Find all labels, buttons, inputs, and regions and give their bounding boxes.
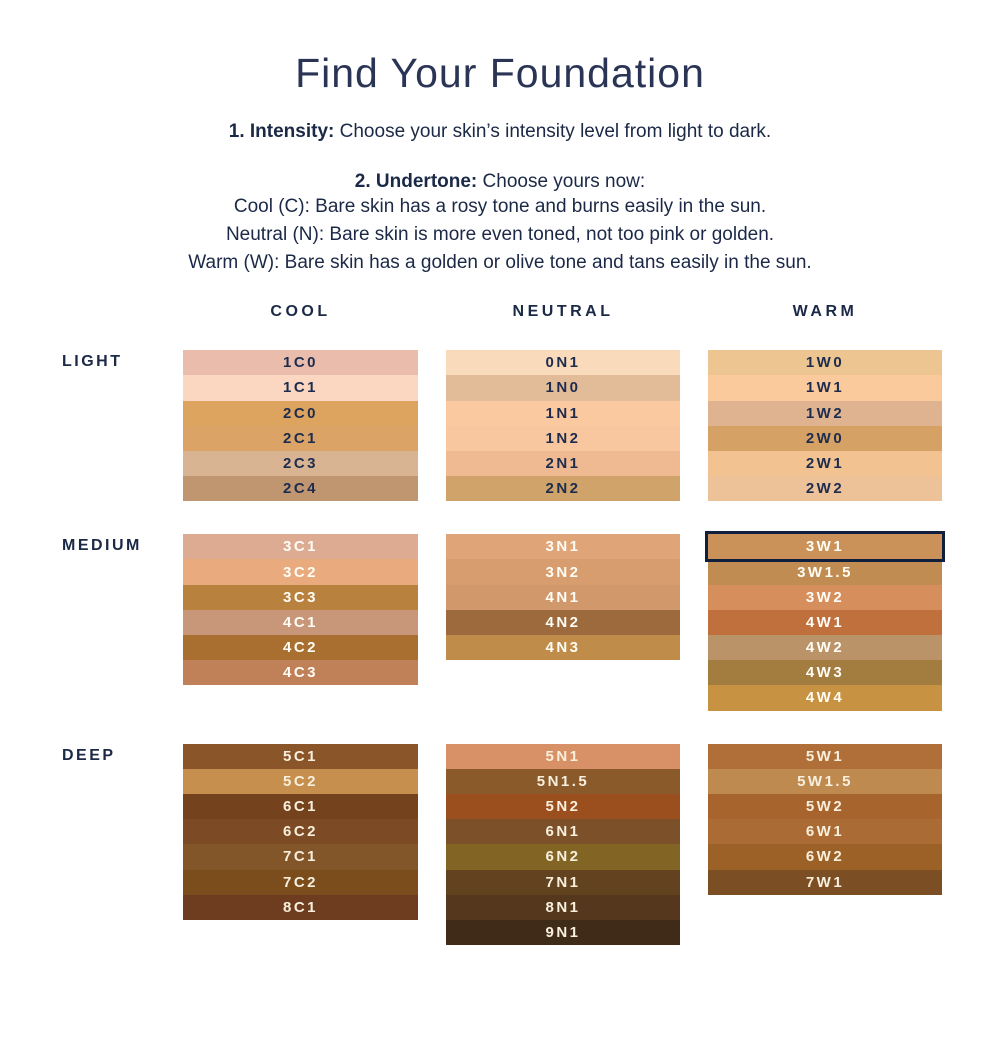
shade-swatch-2n2[interactable] xyxy=(446,476,680,501)
shade-code-label: 6N2 xyxy=(545,848,581,866)
shade-code-label: 3C3 xyxy=(282,588,319,606)
shade-code-label: 4N3 xyxy=(545,639,581,657)
shade-code-label: 3N2 xyxy=(545,563,581,581)
shade-code-label: 5N2 xyxy=(545,798,581,816)
shade-chart xyxy=(62,303,942,945)
shade-swatch-2n1[interactable] xyxy=(446,451,680,476)
shade-swatch-1n1[interactable] xyxy=(446,401,680,426)
step1-text: Choose your skin’s intensity level from light to dark. xyxy=(339,121,772,143)
shade-swatch-4w2[interactable] xyxy=(708,635,942,660)
shade-code-label: 2C3 xyxy=(282,454,319,472)
shade-code-label: 5W1.5 xyxy=(797,772,853,790)
shade-code-label: 7N1 xyxy=(545,873,581,891)
shade-code-label: 8N1 xyxy=(545,898,581,916)
shade-code-label: 7C1 xyxy=(282,848,319,866)
shade-sections xyxy=(62,350,942,945)
shade-swatch-1w1[interactable] xyxy=(708,375,942,400)
shade-swatch-3c1[interactable] xyxy=(183,534,418,559)
shade-code-label: 3C1 xyxy=(282,538,319,556)
deep-warm-column xyxy=(708,744,942,946)
shade-swatch-4n3[interactable] xyxy=(446,635,680,660)
shade-swatch-3n1[interactable] xyxy=(446,534,680,559)
shade-swatch-6n2[interactable] xyxy=(446,844,680,869)
shade-swatch-5n1-5[interactable] xyxy=(446,769,680,794)
shade-swatch-7c2[interactable] xyxy=(183,870,418,895)
shade-code-label: 4C1 xyxy=(282,613,319,631)
shade-swatch-3c2[interactable] xyxy=(183,559,418,584)
shade-code-label: 4C3 xyxy=(282,664,319,682)
shade-code-label: 8C1 xyxy=(282,898,319,916)
shade-swatch-1c1[interactable] xyxy=(183,375,418,400)
shade-swatch-7w1[interactable] xyxy=(708,870,942,895)
medium-neutral-column xyxy=(446,534,680,710)
shade-code-label: 4W2 xyxy=(805,639,845,657)
shade-code-label: 6W2 xyxy=(805,848,845,866)
shade-code-label: 5C1 xyxy=(282,747,319,765)
shade-swatch-3c3[interactable] xyxy=(183,585,418,610)
section-medium xyxy=(62,534,942,710)
header-spacer xyxy=(62,303,155,322)
shade-code-label: 2N1 xyxy=(545,454,581,472)
shade-swatch-4c3[interactable] xyxy=(183,660,418,685)
shade-swatch-6c1[interactable] xyxy=(183,794,418,819)
shade-code-label: 2C1 xyxy=(282,429,319,447)
shade-code-label: 1W2 xyxy=(805,404,845,422)
row-label-medium: MEDIUM xyxy=(62,537,142,555)
shade-code-label: 6W1 xyxy=(805,823,845,841)
shade-swatch-3w1-5[interactable] xyxy=(708,559,942,584)
medium-warm-column xyxy=(708,534,942,710)
column-header-row xyxy=(62,303,942,322)
shade-code-label: 3W2 xyxy=(805,588,845,606)
medium-cool-column xyxy=(183,534,418,710)
shade-swatch-1n0[interactable] xyxy=(446,375,680,400)
shade-code-label: 4N2 xyxy=(545,613,581,631)
shade-swatch-4c1[interactable] xyxy=(183,610,418,635)
deep-neutral-column xyxy=(446,744,680,946)
shade-code-label: 6C1 xyxy=(282,798,319,816)
shade-swatch-6w2[interactable] xyxy=(708,844,942,869)
row-label-deep: DEEP xyxy=(62,746,116,764)
shade-code-label: 7C2 xyxy=(282,873,319,891)
shade-code-label: 5W1 xyxy=(805,747,845,765)
shade-code-label: 6N1 xyxy=(545,823,581,841)
shade-swatch-8c1[interactable] xyxy=(183,895,418,920)
shade-swatch-7n1[interactable] xyxy=(446,870,680,895)
shade-code-label: 7W1 xyxy=(805,873,845,891)
shade-swatch-5w2[interactable] xyxy=(708,794,942,819)
step2-text: Choose yours now: xyxy=(482,171,646,193)
section-deep xyxy=(62,744,942,946)
shade-swatch-1n2[interactable] xyxy=(446,426,680,451)
step1-label: 1. Intensity: xyxy=(228,121,335,143)
shade-swatch-4w1[interactable] xyxy=(708,610,942,635)
shade-swatch-7c1[interactable] xyxy=(183,844,418,869)
shade-code-label: 5C2 xyxy=(282,772,319,790)
shade-code-label: 1W1 xyxy=(805,379,845,397)
step2-label: 2. Undertone: xyxy=(354,171,478,193)
shade-code-label: 4W3 xyxy=(805,664,845,682)
shade-code-label: 5N1.5 xyxy=(536,772,590,790)
shade-swatch-3w2[interactable] xyxy=(708,585,942,610)
shade-swatch-5c1[interactable] xyxy=(183,744,418,769)
undertone-warm-description: Warm (W): Bare skin has a golden or olive tone and tans easily in the sun. xyxy=(188,252,812,274)
shade-code-label: 2N2 xyxy=(545,480,581,498)
shade-swatch-6c2[interactable] xyxy=(183,819,418,844)
light-cool-column xyxy=(183,350,418,501)
shade-code-label: 2W1 xyxy=(805,454,845,472)
shade-code-label: 4N1 xyxy=(545,588,581,606)
shade-swatch-2c0[interactable] xyxy=(183,401,418,426)
shade-code-label: 3N1 xyxy=(545,538,581,556)
shade-code-label: 9N1 xyxy=(545,923,581,941)
step1-instruction xyxy=(0,121,1000,143)
shade-swatch-5c2[interactable] xyxy=(183,769,418,794)
page-title: Find Your Foundation xyxy=(295,50,705,96)
step2-instruction xyxy=(0,171,1000,193)
shade-code-label: 1N1 xyxy=(545,404,581,422)
shade-swatch-6n1[interactable] xyxy=(446,819,680,844)
shade-swatch-2c3[interactable] xyxy=(183,451,418,476)
shade-code-label: 0N1 xyxy=(545,354,581,372)
shade-swatch-0n1[interactable] xyxy=(446,350,680,375)
column-header-neutral: NEUTRAL xyxy=(512,303,614,321)
shade-swatch-4n2[interactable] xyxy=(446,610,680,635)
shade-code-label: 3W1 xyxy=(805,538,845,556)
shade-swatch-1c0[interactable] xyxy=(183,350,418,375)
shade-swatch-1w0[interactable] xyxy=(708,350,942,375)
shade-code-label: 4W4 xyxy=(805,689,845,707)
foundation-finder-page xyxy=(0,50,1000,1050)
shade-code-label: 2W2 xyxy=(805,480,845,498)
shade-swatch-9n1[interactable] xyxy=(446,920,680,945)
shade-swatch-2c1[interactable] xyxy=(183,426,418,451)
shade-code-label: 2W0 xyxy=(805,429,845,447)
shade-swatch-5w1[interactable] xyxy=(708,744,942,769)
shade-swatch-4w4[interactable] xyxy=(708,685,942,710)
shade-swatch-5n2[interactable] xyxy=(446,794,680,819)
shade-code-label: 6C2 xyxy=(282,823,319,841)
shade-swatch-2w2[interactable] xyxy=(708,476,942,501)
light-neutral-column xyxy=(446,350,680,501)
shade-code-label: 4C2 xyxy=(282,639,319,657)
shade-swatch-5w1-5[interactable] xyxy=(708,769,942,794)
undertone-cool-description: Cool (C): Bare skin has a rosy tone and burns easily in the sun. xyxy=(233,196,767,218)
shade-swatch-4n1[interactable] xyxy=(446,585,680,610)
shade-swatch-5n1[interactable] xyxy=(446,744,680,769)
column-header-warm: WARM xyxy=(792,303,858,321)
shade-swatch-4w3[interactable] xyxy=(708,660,942,685)
shade-code-label: 3W1.5 xyxy=(797,563,853,581)
row-label-light: LIGHT xyxy=(62,353,123,371)
shade-code-label: 2C4 xyxy=(282,480,319,498)
shade-code-label: 1N0 xyxy=(545,379,581,397)
shade-code-label: 2C0 xyxy=(282,404,319,422)
shade-swatch-2w1[interactable] xyxy=(708,451,942,476)
shade-code-label: 1C1 xyxy=(282,379,319,397)
shade-code-label: 1W0 xyxy=(805,354,845,372)
shade-swatch-3w1[interactable] xyxy=(708,534,942,559)
shade-code-label: 1C0 xyxy=(282,354,319,372)
section-light xyxy=(62,350,942,501)
shade-swatch-1w2[interactable] xyxy=(708,401,942,426)
undertone-neutral-description: Neutral (N): Bare skin is more even toned, not too pink or golden. xyxy=(225,224,775,246)
column-header-cool: COOL xyxy=(270,303,331,321)
shade-swatch-2c4[interactable] xyxy=(183,476,418,501)
shade-swatch-8n1[interactable] xyxy=(446,895,680,920)
shade-code-label: 4W1 xyxy=(805,613,845,631)
shade-swatch-6w1[interactable] xyxy=(708,819,942,844)
shade-swatch-3n2[interactable] xyxy=(446,559,680,584)
shade-code-label: 1N2 xyxy=(545,429,581,447)
shade-code-label: 5N1 xyxy=(545,747,581,765)
shade-code-label: 5W2 xyxy=(805,798,845,816)
light-warm-column xyxy=(708,350,942,501)
deep-cool-column xyxy=(183,744,418,946)
shade-swatch-4c2[interactable] xyxy=(183,635,418,660)
shade-code-label: 3C2 xyxy=(282,563,319,581)
shade-swatch-2w0[interactable] xyxy=(708,426,942,451)
